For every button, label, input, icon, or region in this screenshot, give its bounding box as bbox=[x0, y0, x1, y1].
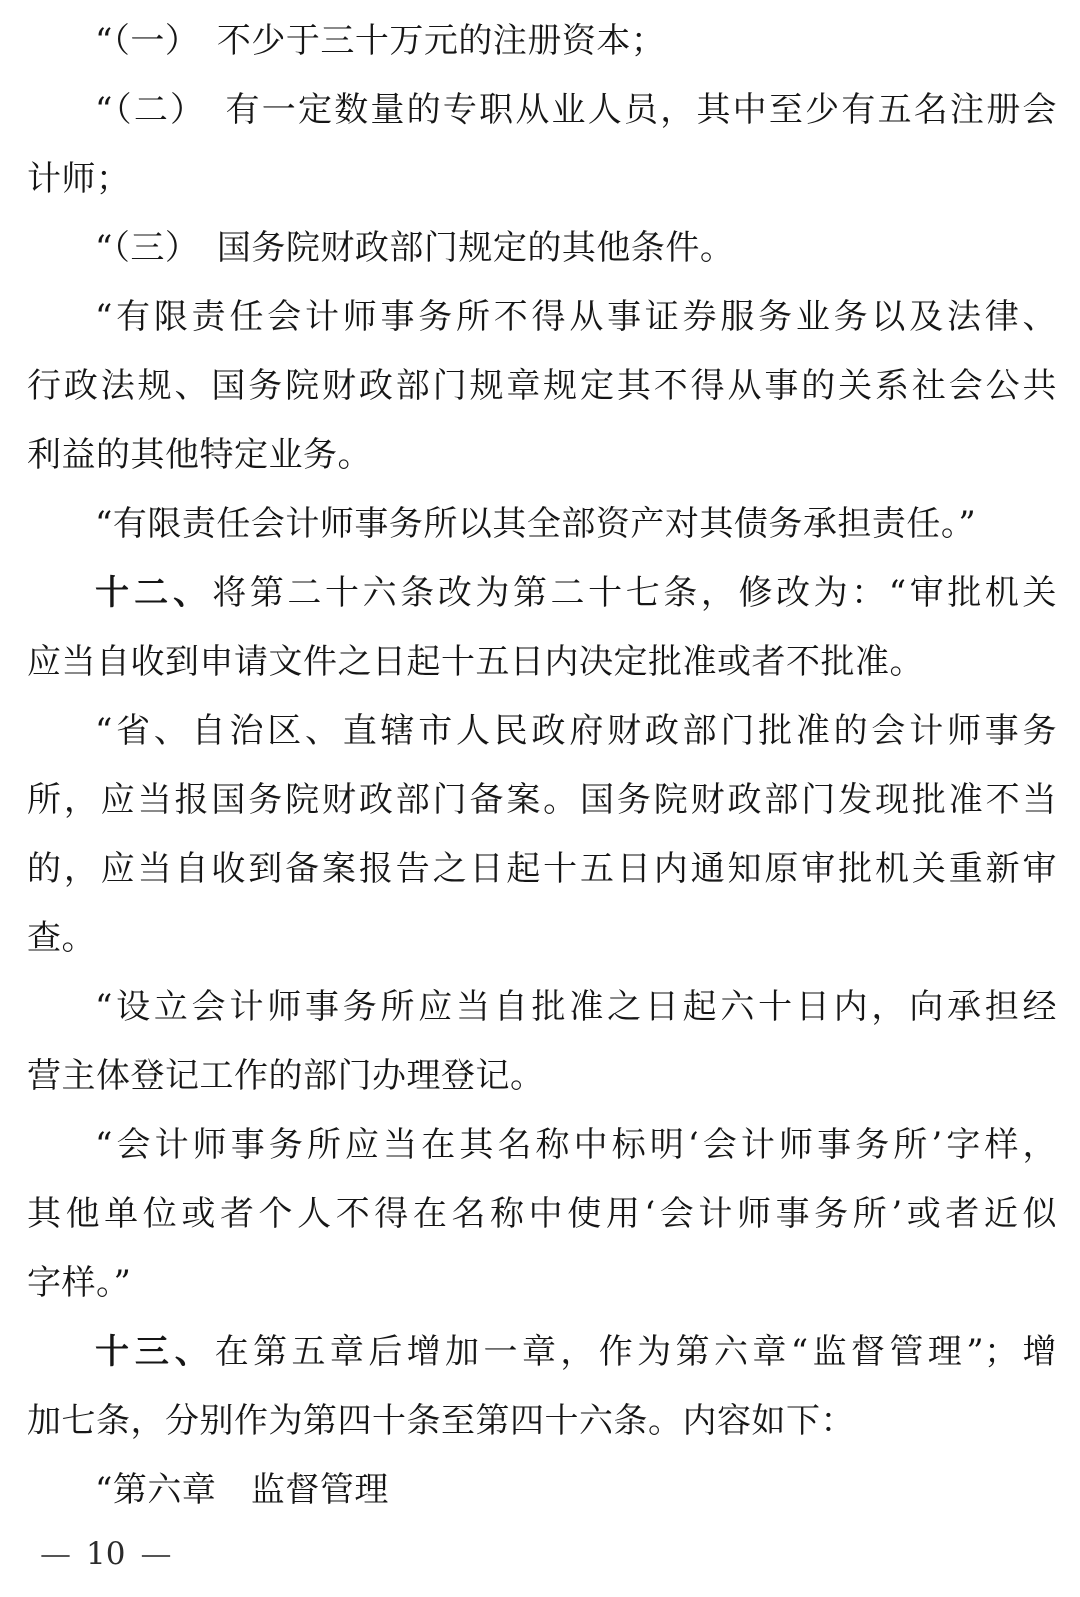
text-line: “（三） 国务院财政部门规定的其他条件。 bbox=[95, 228, 735, 268]
text-line: “设立会计师事务所应当自批准之日起六十日内，向承担经 bbox=[95, 987, 1057, 1027]
text-line: “有限责任会计师事务所不得从事证券服务业务以及法律、 bbox=[95, 297, 1057, 337]
text-line: 字样。” bbox=[27, 1263, 132, 1303]
text-line: “会计师事务所应当在其名称中标明‘会计师事务所’字样， bbox=[95, 1125, 1057, 1165]
footer-dash-left: — bbox=[40, 1536, 71, 1572]
text-line: 其他单位或者个人不得在名称中使用‘会计师事务所’或者近似 bbox=[27, 1194, 1057, 1234]
document-body bbox=[27, 7, 1057, 1525]
text-line: 所，应当报国务院财政部门备案。国务院财政部门发现批准不当 bbox=[27, 780, 1057, 820]
page-footer bbox=[40, 1534, 171, 1574]
item-number-bold: 十三、 bbox=[95, 1332, 215, 1372]
text-line: 计师； bbox=[27, 159, 131, 199]
text-line: 应当自收到申请文件之日起十五日内决定批准或者不批准。 bbox=[27, 642, 924, 682]
text-line: “有限责任会计师事务所以其全部资产对其债务承担责任。” bbox=[95, 504, 977, 544]
text-line: “第六章 监督管理 bbox=[95, 1470, 389, 1510]
text-line: “（一） 不少于三十万元的注册资本； bbox=[95, 21, 666, 61]
text-line: 利益的其他特定业务。 bbox=[27, 435, 372, 475]
item-number-bold: 十二、 bbox=[95, 573, 213, 613]
text-line: 营主体登记工作的部门办理登记。 bbox=[27, 1056, 545, 1096]
text-line: “省、自治区、直辖市人民政府财政部门批准的会计师事务 bbox=[95, 711, 1057, 751]
page-number: 10 bbox=[86, 1536, 126, 1572]
text-line: 加七条，分别作为第四十条至第四十六条。内容如下： bbox=[27, 1401, 855, 1441]
text-line: 十三、在第五章后增加一章，作为第六章“监督管理”；增 bbox=[95, 1332, 1057, 1372]
text-line: 十二、将第二十六条改为第二十七条，修改为：“审批机关 bbox=[95, 573, 1058, 613]
text-line: 的，应当自收到备案报告之日起十五日内通知原审批机关重新审 bbox=[27, 849, 1057, 889]
text-line: 行政法规、国务院财政部门规章规定其不得从事的关系社会公共 bbox=[27, 366, 1057, 406]
text-line: 查。 bbox=[27, 918, 96, 958]
text-line: “（二） 有一定数量的专职从业人员，其中至少有五名注册会 bbox=[95, 90, 1057, 130]
footer-dash-right: — bbox=[140, 1536, 172, 1572]
